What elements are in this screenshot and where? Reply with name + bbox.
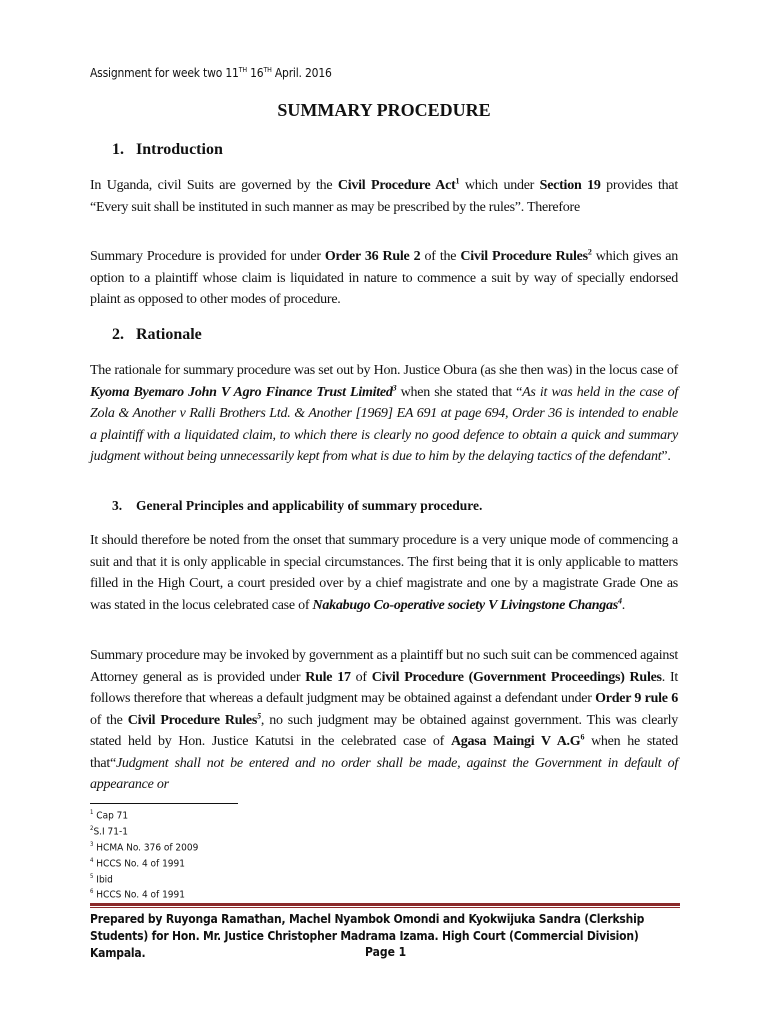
section-heading-general-principles: 3. General Principles and applicability of summary procedure. <box>112 498 483 513</box>
footnote-separator <box>90 803 238 804</box>
footnote-6: $^6$ HCCS No. 4 of 1991 <box>90 888 185 901</box>
section-heading-introduction: 1. Introduction <box>112 141 223 158</box>
paragraph-introduction: In Uganda, civil Suits are governed by the Civil Procedure Act$^1$ which under Section 19 provides that “Every suit shall be instituted in such manner as may be prescribed by the rules”. Therefore <box>90 176 678 215</box>
assignment-header: Assignment for week two 11TH 16TH April. 2016 <box>90 66 332 80</box>
footnote-4: $^4$ HCCS No. 4 of 1991 <box>90 857 185 870</box>
paragraph-government: Summary procedure may be invoked by government as a plaintiff but no such suit can be commenced against Attorney general as is provided under Rule 17 of Civil Procedure (Government Proceedings) Rules. It follows therefore that whereas a default judgment may be obtained against a defendant under Order 9 rule 6 of the Civil Procedure Rules$^5$, no such judgment may be obtained against government. This was clearly stated held by Hon. Justice Katutsi in the celebrated case of Agasa Maingi V $A.G^6$ when he stated that“Judgment shall not be entered and no order shall be made, against the Government in default of appearance or <box>90 648 679 792</box>
paragraph-general-principles: It should therefore be noted from the onset that summary procedure is a very unique mode of commencing a suit and that it is only applicable in special circumstances. The first being that it is only applicable to matters filled in the High Court, a court presided over by a chief magistrate and one by a magistrate Grade One as was stated in the locus celebrated case of Nakabugo Co-operative society V Livingstone Changas$^4$. <box>90 533 678 613</box>
footnote-3: $^3$ HCMA No. 376 of 2009 <box>90 841 199 854</box>
footnote-5: $^5$ Ibid <box>90 873 113 886</box>
footer-bar-thin <box>90 907 680 908</box>
paragraph-rationale: The rationale for summary procedure was set out by Hon. Justice Obura (as she then was) in the locus case of Kyoma Byemaro John V Agro Finance Trust Limited$^3$ when she stated that “As it was held in the case of Zola & Another v Ralli Brothers Ltd. & Another [1969] EA 691 at page 694, Order 36 is intended to enable a plaintiff with a liquidated claim, to which there is clearly no good defence to obtain a quick and summary judgment without being unnecessarily kept from what is due to him by the delaying tactics of the defendant”. <box>90 363 679 464</box>
section-heading-rationale: 2. Rationale <box>112 326 202 343</box>
footnote-1: $^1$ Cap 71 <box>90 809 129 822</box>
document-title: SUMMARY PROCEDURE <box>277 100 491 120</box>
paragraph-summary-procedure: Summary Procedure is provided for under Order 36 Rule 2 of the Civil Procedure Rules$^2$ which gives an option to a plaintiff whose claim is liquidated in nature to commence a suit by way of specially endorsed plaint as opposed to other modes of procedure. <box>90 247 679 307</box>
footer-prepared-by: Prepared by Ruyonga Ramathan, Machel Nyambok Omondi and Kyokwijuka Sandra (Clerkship Students) for Hon. Mr. Justice Christopher Madrama Izama. High Court (Commercial Division) Kampala. <box>90 912 645 960</box>
page-number: Page 1 <box>365 945 407 959</box>
footnote-2: $^2$S.I 71-1 <box>90 825 128 838</box>
footer-bar-thick <box>90 903 680 906</box>
